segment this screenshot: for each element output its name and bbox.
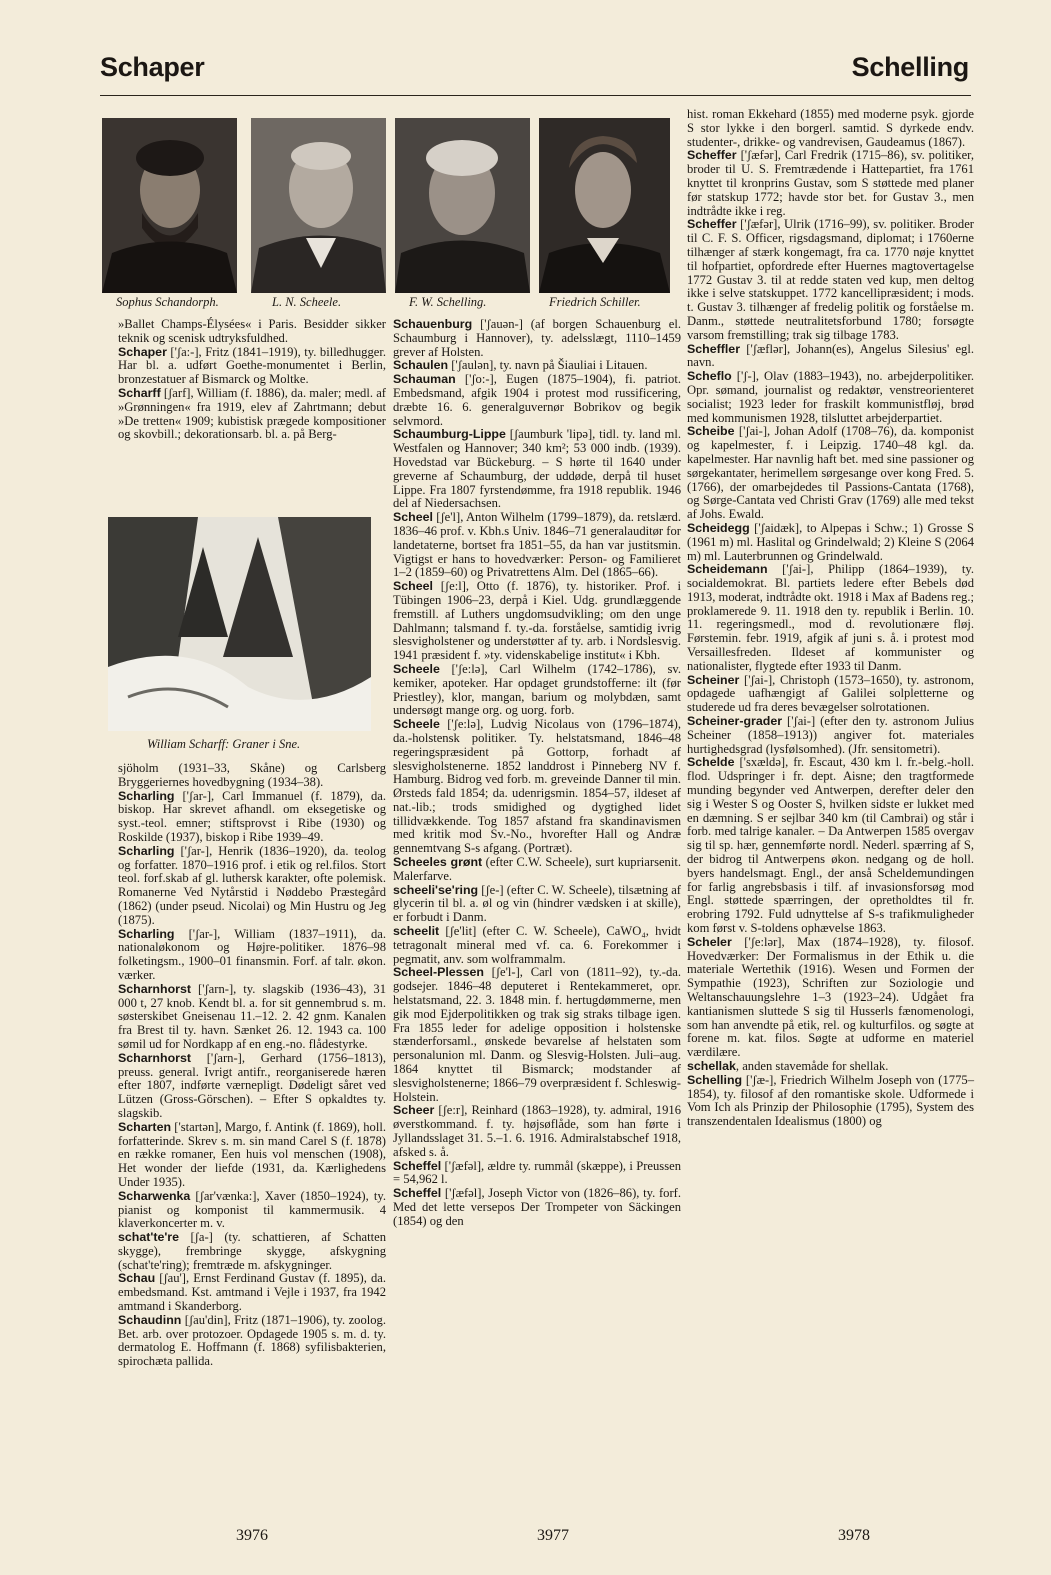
entry-paragraph: Schaper ['ʃa:-], Fritz (1841–1919), ty. billedhugger. Har bl. a. udført Goethe-monumentet i Berlin, bronzestatuer af Bismarck og Moltke. bbox=[118, 344, 386, 387]
headword: Scharling bbox=[118, 843, 175, 858]
entry-paragraph: Scharwenka [ʃar'vænka:], Xaver (1850–1924), ty. pianist og komponist til kammermusik. 4 klaverkoncerter m. v. bbox=[118, 1188, 386, 1231]
headword: Schaulen bbox=[393, 358, 449, 373]
entry-paragraph: Schaulen ['ʃaulən], ty. navn på Šiauliai i Litauen. bbox=[393, 358, 648, 373]
entry-paragraph: Scheele ['ʃe:lə], Ludvig Nicolaus von (1796–1874), da.-holstensk politiker. Ty. helstatsmand, 1846–48 regeringspræsident på Gottorp, forhadt af slesvigholstenerne. 1852 landdrost i Pinneberg NV f. Hamburg. Bidrog ved forb. m. greveinde Danner til min. Ørsteds fald 1854; da. udenrigsmin. 1854–57, ildeset af nat.-lib.; trods smidighed og dygtighed lidet tillidvækkende. Tog 1857 afstand fra skandinavismen med kritik mod Sv.-No., hvorefter Hall og Andræ gennemtvang S-s afgang. (Portræt). bbox=[393, 717, 681, 856]
page-number-3977: 3977 bbox=[537, 1527, 569, 1544]
portrait-schiller bbox=[539, 118, 670, 293]
entry-paragraph: Scheel [ʃe:l], Otto (f. 1876), ty. historiker. Prof. i Tübingen 1906–23, derpå i Kiel. Udg. grundlæggende fremstill. af Luthers ungdomsudvikling; om den unge Dahlmann; talsmand f. ty.-da. forståelse, samtidig ivrig slesvigholstener og understøtter af ty. arb. i Nordslesvig. 1941 præsident f. »ty. videnskabelige institut« i Kbh. bbox=[393, 579, 681, 663]
entry-paragraph: hist. roman Ekkehard (1855) med moderne psyk. gjorde S stor lykke i den borgerl. samtid. S dyrkede endv. studenter-, drikke- og vandrevisen, Gaudeamus (1867). bbox=[687, 107, 974, 149]
headword: Scheele bbox=[393, 717, 440, 732]
headword: schat'te're bbox=[118, 1230, 179, 1245]
entry-paragraph: Schelling ['ʃæ-], Friedrich Wilhelm Joseph von (1775–1854), ty. filosof af den romantiske skole. Udformede i Vom Ich als Prinzip der Philosophie (1795), System des transzendentalen Idealismus (1800) og bbox=[687, 1072, 974, 1129]
entry-paragraph: Scheer [ʃe:r], Reinhard (1863–1928), ty. admiral, 1916 øverstkommand. f. ty. højsøflåde, som han førte i Jyllandsslaget 31. 5.–1. 6. 1916. Admiralstabschef 1918, afsked s. å. bbox=[393, 1103, 681, 1159]
headword: Scheeles grønt bbox=[393, 855, 483, 870]
column-3 bbox=[687, 108, 974, 1129]
entry-paragraph: Scharnhorst ['ʃarn-], ty. slagskib (1936–43), 31 000 t, 27 knob. Kendt bl. a. for sit gennembrud s. m. søsterskibet Gneisenau 11.–12. 2. 42 gnm. Kanalen fra Brest til ty. havn. Sænket 26. 12. 1943 ca. 100 sømil ud for Nordkapp af en eng.-no. flådestyrke. bbox=[118, 981, 386, 1051]
portrait-schandorph-image bbox=[102, 118, 237, 293]
entry-paragraph: scheeli'se'ring [ʃe-] (efter C. W. Scheele), tilsætning af glycerin til bl. a. øl og vin (hindrer vædsken i at skille), er forbudt i Danm. bbox=[393, 882, 681, 925]
headword: Scheffer bbox=[687, 148, 737, 163]
headword: Scheibe bbox=[687, 424, 735, 439]
headword: Schau bbox=[118, 1271, 156, 1286]
entry-paragraph: Scharnhorst ['ʃarn-], Gerhard (1756–1813), preuss. general. Ivrigt antifr., reorganiserede hæren efter 1807, indførte værnepligt. Dødeligt såret ved Lützen (Gross-Görschen). – Efter S opkaldtes ty. slagskib. bbox=[118, 1050, 386, 1120]
portrait-schiller-image bbox=[539, 118, 670, 293]
column-2 bbox=[393, 318, 681, 1229]
headword: Scharnhorst bbox=[118, 981, 191, 996]
column-1-bottom bbox=[118, 762, 386, 1369]
headword: Scheidegg bbox=[687, 520, 750, 535]
headword: Scheiner-grader bbox=[687, 714, 783, 729]
entry-paragraph: Scheflo ['ʃ-], Olav (1883–1943), no. arbejderpolitiker. Opr. sømand, journalist og redaktør, venstreorienteret socialist; 1923 leder for fraskilt kommunistfløj, brød med kommunismen 1928, tilsluttet arbejderpartiet. bbox=[687, 369, 974, 425]
entry-paragraph: Scheffel ['ʃæfəl], Joseph Victor von (1826–86), ty. forf. Med det lette versepos Der Trompeter von Säckingen (1854) og den bbox=[393, 1186, 681, 1228]
portrait-caption-scheele: L. N. Scheele. bbox=[272, 295, 342, 309]
entry-paragraph: Scharling ['ʃar-], William (1837–1911), da. nationaløkonom og Højre-politiker. 1876–98 folketingsm., 1900–01 finansmin. Forf. af talr. økon. værker. bbox=[118, 926, 386, 982]
headword: Scheiner bbox=[687, 672, 740, 687]
entry-paragraph: schellak, anden stavemåde for shellak. bbox=[687, 1058, 889, 1073]
headword: Scheele bbox=[393, 661, 440, 676]
entry-paragraph: Schauenburg ['ʃauən-] (af borgen Schauenburg el. Schaumburg i Hannover), ty. adelsslægt, 1110–1459 grever af Holsten. bbox=[393, 317, 681, 359]
headword: Scheel bbox=[393, 510, 433, 525]
headword: scheeli'se'ring bbox=[393, 882, 479, 897]
portrait-caption-schelling: F. W. Schelling. bbox=[409, 295, 487, 309]
entry-paragraph: Scheibe ['ʃai-], Johan Adolf (1708–76), da. komponist og kapelmester, f. i Leipzig. 1740–48 kgl. da. kapelmester. Har navnlig haft bet. med sine passioner og sørgekantater, herimellem sørgesange over kong Fred. 5. (1766), der omarbejdedes til Passions-Cantata (1768), og Sørge-Cantata ved Christi Grav (1769) alle med tekst af Johs. Ewald. bbox=[687, 424, 974, 522]
entry-paragraph: Scharff [ʃarf], William (f. 1886), da. maler; medl. af »Grønningen« fra 1919, elev af Zahrtmann; debut »De tretten« 1909; kubistisk prægede kompositioner og skovbill.; dekorationsarb. bl. a. på Berg- bbox=[118, 385, 386, 442]
portrait-scheele-image bbox=[251, 118, 386, 293]
entry-paragraph: Scheel-Plessen [ʃe'l-], Carl von (1811–92), ty.-da. godsejer. 1846–48 deputeret i Rentekammeret, opr. helstatsmand, 22. 3. 1848 min. f. hertugdømmerne, men gik mod Ejderpolitikken og trak sig straks tilbage igen. Fra 1855 leder for adelige opposition i holstenske stænderforsaml., ønskede bevarelse af helstaten som personalunion ml. Danm. og Slesvig-Holsten. Juli–aug. 1864 knyttet til Bismarck; modstander af slesvigholstenerne; 1866–79 overpræsident f. Schleswig-Holstein. bbox=[393, 965, 681, 1104]
entry-paragraph: Scheele ['ʃe:lə], Carl Wilhelm (1742–1786), sv. kemiker, apoteker. Har opdaget grundstofferne: ilt (før Priestley), klor, mangan, barium og molybdæn, samt undersøgt mange org. og uorg. forb. bbox=[393, 661, 681, 718]
entry-paragraph: Schauman ['ʃo:-], Eugen (1875–1904), fi. patriot. Embedsmand, afgik 1904 i protest mod russificering, dræbte 16. 6. generalguvernør Bobrikov og begik selvmord. bbox=[393, 372, 681, 428]
portrait-schelling bbox=[395, 118, 530, 293]
entry-paragraph: Scharling ['ʃar-], Henrik (1836–1920), da. teolog og forfatter. 1870–1916 prof. i etik og rel.filos. Stort teol. forf.skab af gl. luthersk karakter, ofte polemisk. Romanerne Ved Nytårstid i Nøddebo Præstegård (1862) (under pseud. Nicolai) og Min Hustru og Jeg (1875). bbox=[118, 843, 386, 927]
entry-paragraph: Schaudinn [ʃau'din], Fritz (1871–1906), ty. zoolog. Bet. arb. over protozoer. Opdagede 1905 s. m. d. ty. dermatolog E. Hoffmann (f. 1868) syfilisbakterien, spirochæta pallida. bbox=[118, 1312, 386, 1369]
portrait-caption-schandorph: Sophus Schandorph. bbox=[116, 295, 219, 309]
headword: Scheel bbox=[393, 579, 433, 594]
headword: Schauenburg bbox=[393, 317, 473, 331]
header-rule bbox=[100, 95, 971, 96]
headword: Schauman bbox=[393, 372, 456, 387]
headword: Scheffel bbox=[393, 1186, 442, 1201]
headword: Schaudinn bbox=[118, 1312, 182, 1327]
headword: Scheer bbox=[393, 1103, 435, 1118]
entry-paragraph: Scheffer ['ʃæfər], Ulrik (1716–99), sv. politiker. Broder til C. F. S. Officer, rigsdagsmand, diplomat; i 1760erne tilhænger af stærk kongemagt, fra ca. 1770 nøje knyttet til hofpartiet, opfordrede efter Huernes magtovertagelse 1772 Gustav 3. til at redde staten ved kup, men deltog ikke i selve statskuppet. 1772 kancellipræsident; i mods. t. Gustav 3. tilhænger af fredelig politik og forståelse m. Danm., støttede neutralitetsforbund 1780; forsøgte varsom fremstilling; trak sig tilbage 1783. bbox=[687, 217, 974, 342]
headword: Schaper bbox=[118, 344, 167, 359]
headword: Scheel-Plessen bbox=[393, 965, 484, 980]
portrait-schandorph bbox=[102, 118, 237, 293]
headword: Scheffler bbox=[687, 341, 741, 356]
headword: schellak bbox=[687, 1058, 736, 1073]
entry-paragraph: Scheiner ['ʃai-], Christoph (1573–1650), ty. astronom, opdagede uafhængigt af Galilei solpletterne og studerede ud fra deres bevægelser solrotationen. bbox=[687, 672, 974, 715]
entry-paragraph: Scharling ['ʃar-], Carl Immanuel (f. 1879), da. biskop. Har skrevet afhandl. om eksegetiske og syst.-teol. emner; stiftsprovst i Ribe (1930) og Roskilde (1937), biskop i Ribe 1939–49. bbox=[118, 788, 386, 844]
headword: Scheflo bbox=[687, 369, 732, 384]
column-1-top bbox=[118, 318, 386, 442]
entry-paragraph: Scheidegg ['ʃaidæk], to Alpepas i Schw.; 1) Grosse S (1961 m) ml. Haslital og Grindelwald; 2) Kleine S (2064 m) ml. Lauterbrunnen og Grindelwald. bbox=[687, 520, 974, 563]
entry-paragraph: Scheiner-grader ['ʃai-] (efter den ty. astronom Julius Scheiner (1858–1913)) angiver fot. materiales hurtighedsgrad (lysfølsomhed). (Jfr. sensitometri). bbox=[687, 714, 974, 756]
entry-paragraph: Scheffel ['ʃæfəl], ældre ty. rummål (skæppe), i Preussen = 54,962 l. bbox=[393, 1158, 681, 1187]
painting-caption: William Scharff: Graner i Sne. bbox=[147, 737, 301, 751]
headword: Scharling bbox=[118, 926, 175, 941]
portrait-caption-schiller: Friedrich Schiller. bbox=[549, 295, 641, 309]
entry-paragraph: Scharten ['startən], Margo, f. Antink (f. 1869), holl. forfatterinde. Skrev s. m. sin mand Carel S (f. 1878) en række romaner, Een huis vol menschen (1908), Het wonder der liefde (1931, da. Kærlighedens Under 1935). bbox=[118, 1119, 386, 1189]
entry-paragraph: sjöholm (1931–33, Skåne) og Carlsberg Bryggeriernes hovedbygning (1934–38). bbox=[118, 761, 386, 789]
headword: Scharnhorst bbox=[118, 1050, 191, 1065]
entry-paragraph: Scheler ['ʃe:lər], Max (1874–1928), ty. filosof. Hovedværker: Der Formalismus in der Ethik u. die materiale Wertethik (1916). Wesen und Formen der Sympathie (1923), Schriften zur Soziologie und Weltanschauungslehre 1–3 (1923–24). Udgået fra kantianismen sluttede S sig til Husserls fænomenologi, som han anvendte på etik, rel. og kulturfilos. og søgte at forene m. kat. filos. Søgte at udforme en materiel værdilære. bbox=[687, 934, 974, 1060]
headword: scheelit bbox=[393, 924, 440, 939]
headword: Scharten bbox=[118, 1119, 172, 1134]
headword: Scheidemann bbox=[687, 562, 768, 577]
portrait-schelling-image bbox=[395, 118, 530, 293]
entry-paragraph: Scheeles grønt (efter C.W. Scheele), surt kupriarsenit. Malerfarve. bbox=[393, 855, 681, 883]
painting-image bbox=[108, 517, 371, 731]
entry-paragraph: Scheffer ['ʃæfər], Carl Fredrik (1715–86), sv. politiker, broder til U. S. Fremtrædende i Hattepartiet, fra 1761 knyttet til kronprins Gustav, som S støttede med planer før statskup 1772; havde stor bet. for Gustav 3., men indtrådte ikke i reg. bbox=[687, 148, 974, 218]
headword: Schelde bbox=[687, 755, 735, 770]
headword: Scharff bbox=[118, 385, 161, 400]
entry-paragraph: scheelit [ʃe'lit] (efter C. W. Scheele), CaWO₄, hvidt tetragonalt mineral med vf. ca. 6. Forekommer i pegmatit, anv. som wolframmalm. bbox=[393, 924, 681, 966]
entry-paragraph: Schaumburg-Lippe [ʃaumburk 'lipə], tidl. ty. land ml. Westfalen og Hannover; 340 km²; 53 000 indb. (1939). Hovedstad var Bückeburg. – S hørte til 1640 under greverne af Schaumburg, der uddøde, derpå til huset Lippe. Fra 1807 fyrstendømme, fra 1918 republik. 1946 del af Niedersachsen. bbox=[393, 427, 681, 511]
entry-paragraph: »Ballet Champs-Élysées« i Paris. Besidder sikker teknik og scenisk udtryksfuldhed. bbox=[118, 317, 386, 345]
entry-paragraph: schat'te're [ʃa-] (ty. schattieren, af Schatten skygge), frembringe skygge, afskygning (schat'te'ring); fremtræde m. afskygninger. bbox=[118, 1230, 386, 1272]
running-header-left: Schaper bbox=[100, 52, 205, 82]
entry-paragraph: Scheidemann ['ʃai-], Philipp (1864–1939), ty. socialdemokrat. Bl. partiets ledere efter Bebels død 1913, moderat, indtrådte okt. 1918 i Max af Badens reg.; proklamerede 9. 11. 1918 den ty. republik i Berlin. 10. 11. regeringsmedl., mod d. revolutionære fløj. Førstemin. febr. 1919, afgik af juni s. å. i protest mod Versaillesfreden. Ildeset af kommunister og nationalister, flygtede efter 1933 til Danm. bbox=[687, 562, 974, 673]
painting-scharff-graner-i-sne bbox=[108, 517, 371, 731]
entry-paragraph: Schau [ʃau'], Ernst Ferdinand Gustav (f. 1895), da. embedsmand. Kst. amtmand i Vejle i 1937, fra 1942 amtmand i Skanderborg. bbox=[118, 1271, 386, 1314]
entry-paragraph: Schelde ['sxældə], fr. Escaut, 430 km l. fr.-belg.-holl. flod. Udspringer i fr. dept. Aisne; den tragtformede munding begynder ved Antwerpen, derefter deler den sig i Wester S og Ooster S, hvilken sidste er lukket med en dæmning. S er sejlbar 340 km (til Cambrai) og står i forb. med talrige kanaler. – Da Antwerpen 1585 overgav sig til sp. hær, gennemførte nordl. Nederl. spærring af S, der bidrog til Antwerpens økon. nedgang og de holl. byers handelsmagt. Engl., der anså Scheldemundingen for farlig angrebsbasis i tilf. af invasionsforsøg mod Engl. støttede spærringen, der opretholdtes til fr. erobring 1792. Fuld udnyttelse af S-s trafikmuligheder kom først v. S-toldens ophævelse 1863. bbox=[687, 755, 974, 936]
portrait-scheele bbox=[251, 118, 386, 293]
page-number-3978: 3978 bbox=[838, 1527, 870, 1544]
headword: Schaumburg-Lippe bbox=[393, 427, 506, 442]
headword: Scharling bbox=[118, 788, 175, 803]
page-number-3976: 3976 bbox=[236, 1527, 268, 1544]
entry-paragraph: Scheel [ʃe'l], Anton Wilhelm (1799–1879), da. retslærd. 1836–46 prof. v. Kbh.s Univ. 1846–71 generalauditør for landetaterne, bortset fra 1851–55, da han var justitsmin. Vigtigst er hans to hovedværker: Person- og Familieret 1–2 (1859–60) og Privatrettens Alm. Del (1865–66). bbox=[393, 510, 681, 580]
headword: Scheffer bbox=[687, 217, 737, 232]
headword: Scheffel bbox=[393, 1158, 442, 1173]
headword: Scharwenka bbox=[118, 1188, 191, 1203]
headword: Scheler bbox=[687, 934, 732, 949]
headword: Schelling bbox=[687, 1072, 743, 1087]
entry-paragraph: Scheffler ['ʃæflər], Johann(es), Angelus Silesius' egl. navn. bbox=[687, 341, 974, 370]
running-header-right: Schelling bbox=[851, 52, 969, 82]
